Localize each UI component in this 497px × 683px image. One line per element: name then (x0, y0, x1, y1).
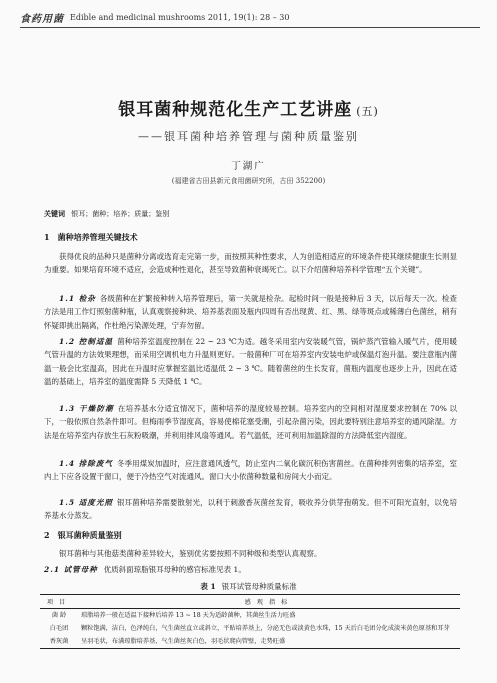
paragraph-text: 优质斜面琼脂银耳母种的感官标准见表 1。 (103, 565, 246, 574)
section-title: 银耳菌种质量鉴别 (57, 530, 122, 540)
section-2-heading (44, 530, 122, 541)
paragraph-1-4 (44, 457, 457, 484)
paragraph-intro: 获得优良的品种只是菌种分离或选育走完第一步，而按照其种性要求，人为创造相适应的环境条件使其继续健康生长则显为重要。如果培育环境不适应，会造成种性退化，甚至导致菌种衰竭死亡。以下介绍菌种培养科学管理“五个关键”。 (44, 252, 457, 275)
journal-citation: Edible and medicinal mushrooms 2011, 19(1): 28 – 30 (70, 12, 290, 22)
table-header-row (40, 595, 460, 609)
paragraph-1-3 (44, 402, 457, 442)
subsection-label: 2.1 试管母种 (44, 565, 98, 574)
table-row (40, 609, 460, 623)
table-cell-item: 香灰菌 (40, 635, 78, 649)
table-cell-desc: 呈羽毛状，布满琼脂培养基，气生菌丝灰白色，羽毛状爬向管壁，走势旺盛 (78, 635, 460, 649)
keywords-label: 关键词 (44, 209, 65, 218)
table-title: 银耳试管母种质量标准 (221, 582, 297, 591)
table-cell-desc: 颗粒饱满，洁白，色泽纯白，气生菌丝直立或斜立，平贴培养基上，分泌无色或淡黄色水珠，15 天后白毛团分化成淡米黄色原基和耳芽 (81, 625, 450, 632)
table-cell-desc: 琼脂培养一般在适温下接种后培养 13 ~ 18 天为适龄菌种，其菌丝生活力旺盛 (81, 612, 296, 619)
subsection-label: 1.1 检杂 (59, 294, 96, 303)
section-number: 1 (44, 232, 50, 242)
affiliation: (福建省古田县新元食用菌研究所，古田 352200) (171, 177, 326, 185)
paragraph-1-5 (44, 496, 457, 523)
paragraph-2: 银耳菌种与其他菇类菌种差异较大，鉴别优劣要按照不同种级和类型认真观察。 (59, 549, 322, 558)
subsection-label: 1.5 适度光照 (59, 498, 113, 507)
title-part: (五) (356, 105, 379, 118)
table-caption (0, 581, 497, 592)
table-number: 表 1 (200, 582, 216, 591)
article-title (0, 95, 497, 120)
table-row (40, 635, 460, 649)
paragraph-text: 菌种培养室温度控制在 22 ~ 23 ℃为适。越冬采用室内安装暖气管，锅炉蒸汽管输入暖气片，使用暖气管升温的方法效果理想，而采用空调机电力升温则更好。一般菌种厂可在培养室内安装电炉或保温灯泡升温。要注意瓶内菌温一般会比室温高，因此在升温时应掌握室温比适温低 2 ~ 3 ℃。随着菌丝的生长发育，菌瓶内温度也逐步上升，因此在适温的基础上，培养室的温度需降 5 天降低 1 ℃。 (44, 337, 457, 387)
subsection-label: 1.3 干燥防潮 (59, 404, 114, 413)
table-header-item: 项目 (40, 595, 78, 609)
subsection-label: 1.4 排除废气 (59, 459, 113, 468)
journal-name: 食药用菌 (20, 13, 64, 25)
subsection-label: 1.2 控制适温 (59, 337, 114, 346)
table-header-index: 感观指标 (78, 595, 460, 609)
quality-table (40, 594, 460, 649)
paragraph-2-1 (44, 564, 246, 575)
table-row (40, 622, 460, 635)
paragraph-text: 银耳菌种培养需要散射光，以利于刺激香灰菌丝发育，吸收养分供芽孢萌发。但不可阳光直射，以免培养基水分蒸发。 (44, 498, 457, 521)
paragraph-text: 在培养基水分适宜情况下，菌种培养的湿度较易控制。培养室内的空间相对湿度要求控制在 70% 以下，一般依照自然条件即可。但梅雨季节湿度高，容易使棉花塞受潮，引起杂菌污染，因此要特别注意培养室的通风除湿。方法是在培养室内存放生石灰粉吸潮，并利用排风扇等通风。若气温低，还可利用加温除湿的方法降低室内湿度。 (44, 404, 457, 440)
keywords (44, 209, 169, 219)
table-cell-item: 白毛团 (49, 625, 69, 632)
journal-header (20, 8, 480, 26)
section-number: 2 (44, 530, 50, 540)
paragraph-1-2 (44, 335, 457, 389)
section-1-heading (44, 232, 138, 243)
paragraph-text: 各级菌种在扩繁接种转入培养管理后，第一关就是检杂。起检时间一般是接种后 3 天，以后每天一次。检查方法是用工作灯照射菌种瓶，认真观察接种块、培养基表面及瓶内四周有否出现黄、红、黑、绿等斑点或稀薄白色菌丝，稍有怀疑即挑出隔离，作杜绝污染源处理，宁弃勿留。 (44, 294, 457, 330)
keywords-text: 银耳；菌种；培养；质量；鉴别 (71, 210, 170, 218)
paragraph-1-1 (44, 292, 457, 332)
paragraph-text: 冬季用煤炭加温时，应注意通风透气，防止室内二氧化碳沉积伤害菌丝。在菌种排列密集的培养室，室内上下应各设置干窗口，便于冷热空气对流通风。窗口大小依菌种数量和房间大小而定。 (44, 459, 457, 482)
title-text: 银耳菌种规范化生产工艺讲座 (118, 100, 353, 120)
table-cell-item: 菌 龄 (51, 612, 67, 619)
header-rule (20, 27, 480, 28)
article-subtitle: ——银耳菌种培养管理与菌种质量鉴别 (138, 130, 359, 143)
section-title: 菌种培养管理关键技术 (57, 232, 138, 242)
author: 丁湖广 (231, 161, 266, 172)
